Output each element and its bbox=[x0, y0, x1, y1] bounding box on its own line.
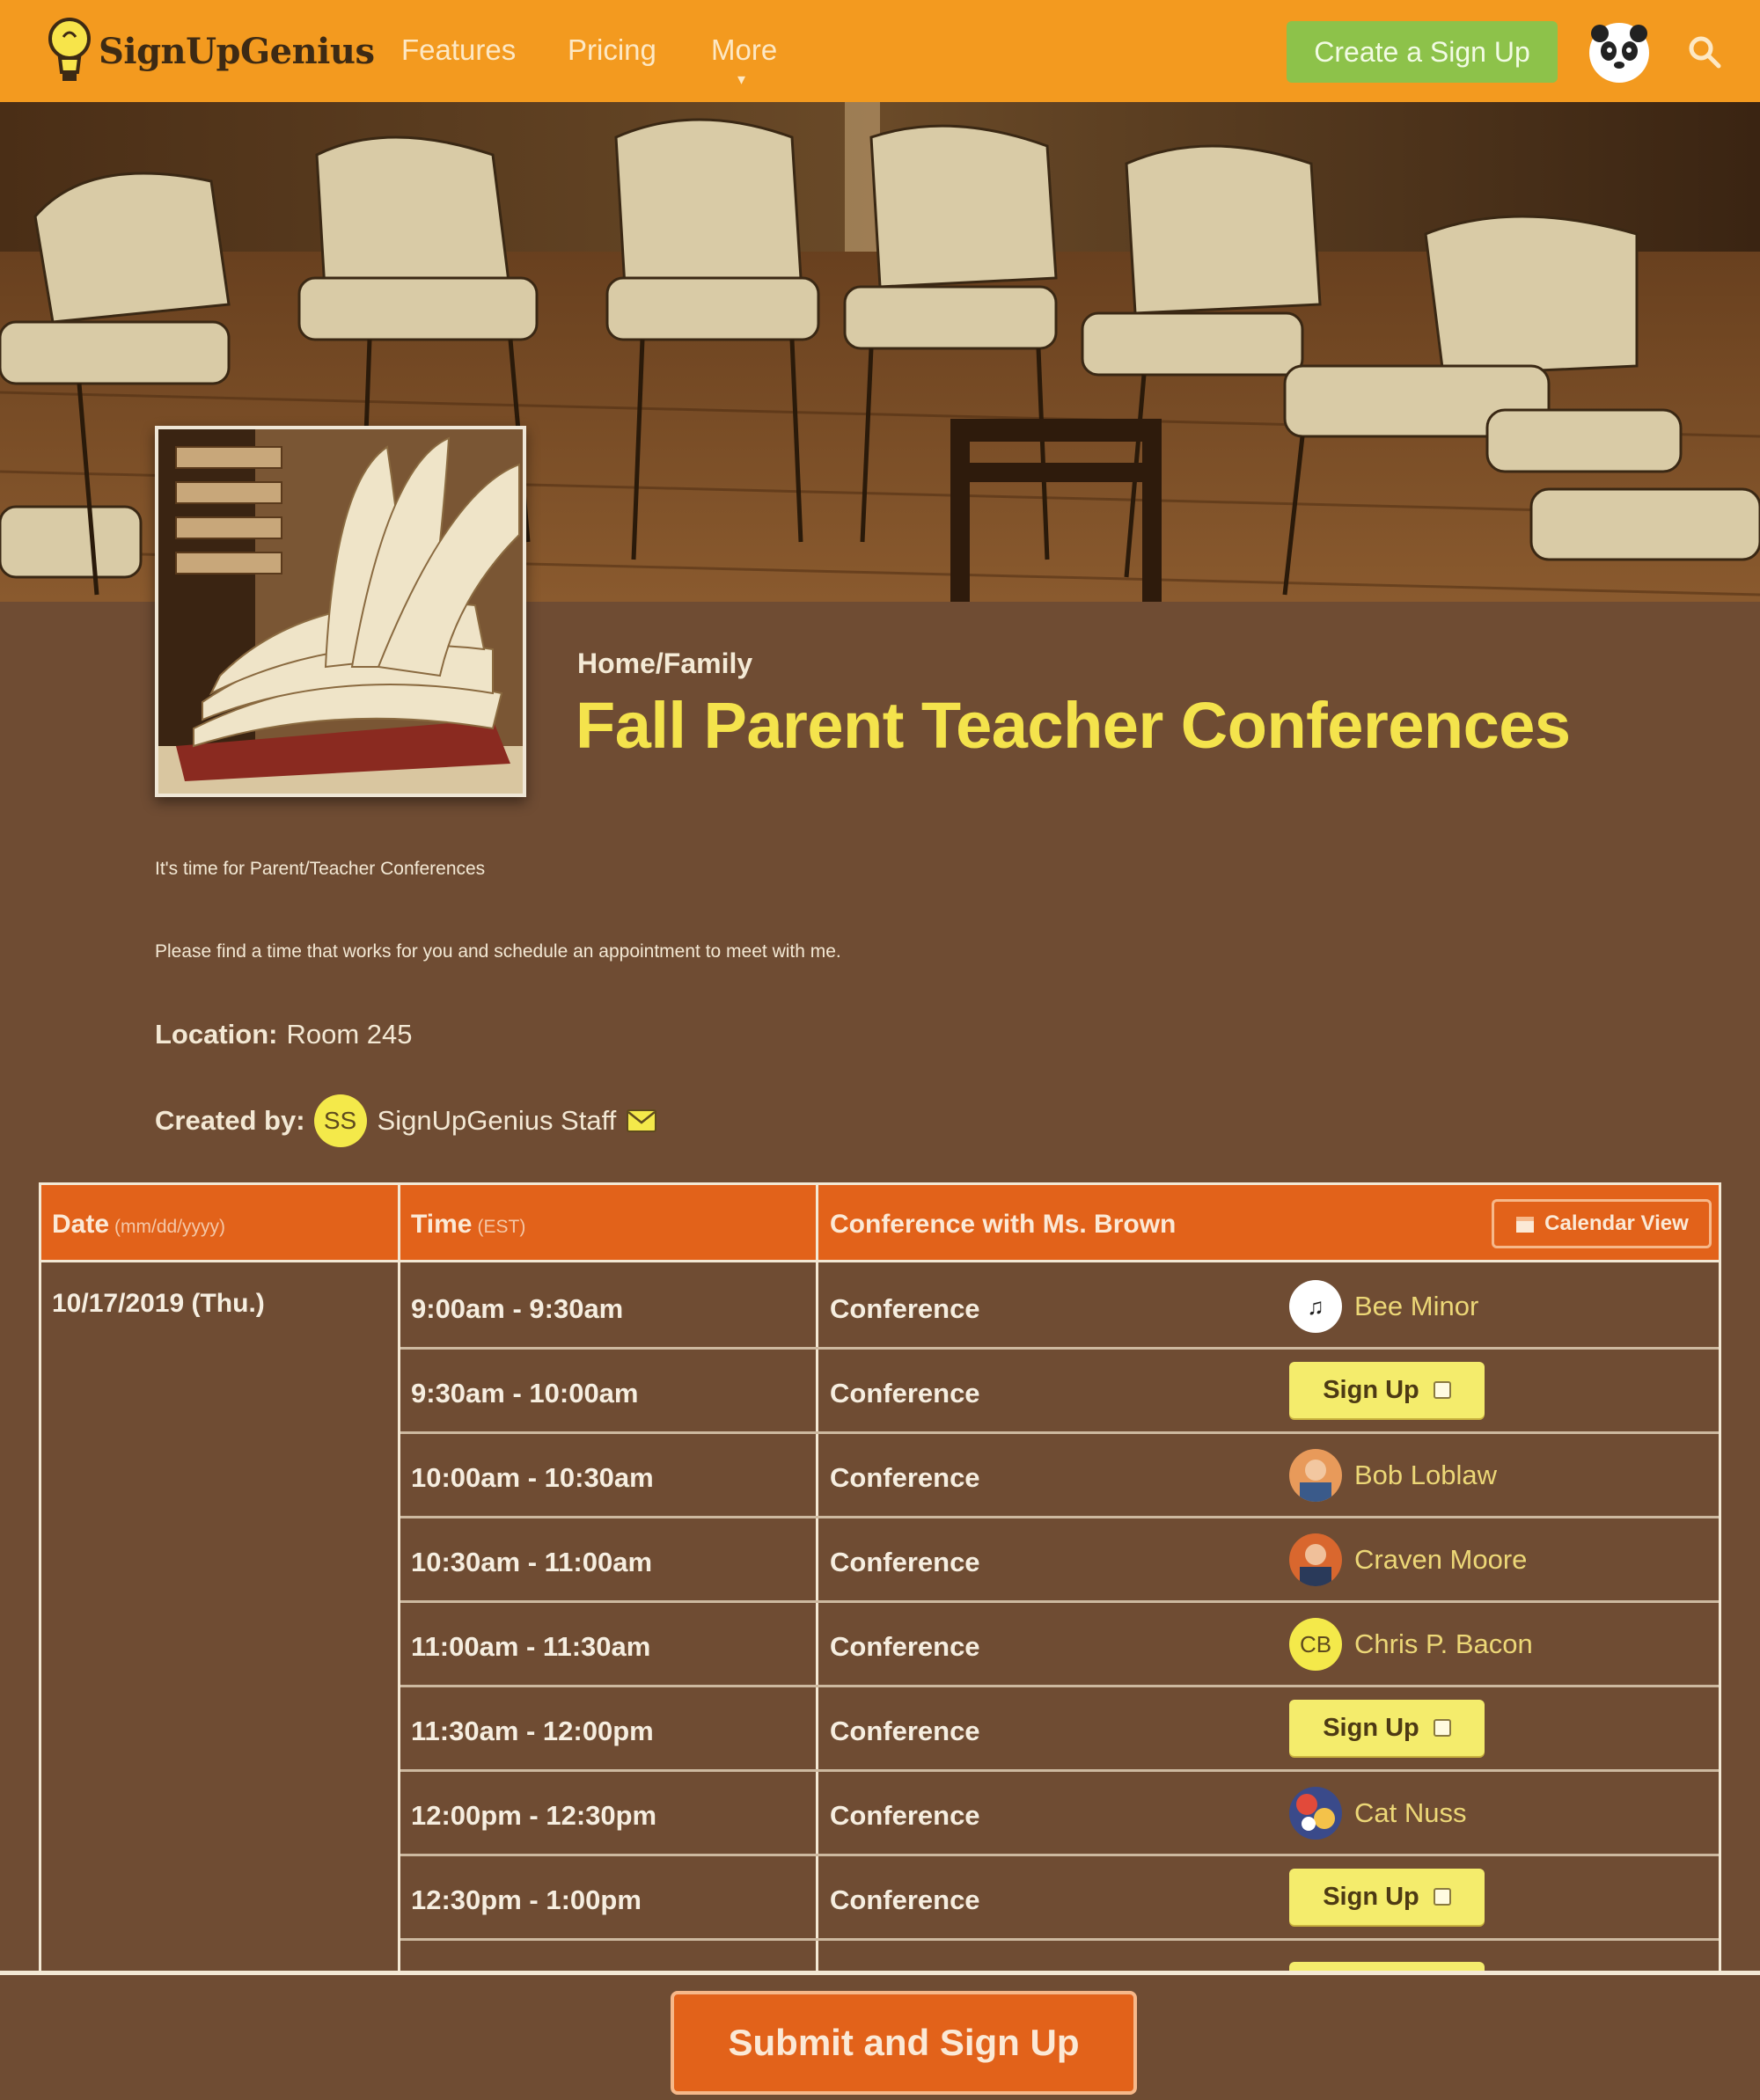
sticky-footer bbox=[0, 1971, 1760, 2100]
slot-time: 10:00am - 10:30am bbox=[411, 1462, 654, 1493]
header-time: Time (EST) bbox=[411, 1210, 526, 1239]
table-row bbox=[400, 1856, 1721, 1941]
table-row bbox=[400, 1350, 1721, 1434]
signup-thumbnail-book-image bbox=[155, 426, 526, 797]
signup-slots-table bbox=[39, 1182, 1721, 1974]
colorful-photo-avatar bbox=[1289, 1787, 1342, 1840]
table-header bbox=[41, 1185, 1719, 1262]
calendar-icon bbox=[1514, 1213, 1536, 1234]
breadcrumb[interactable]: Home/Family bbox=[577, 648, 753, 679]
nav-features[interactable]: Features bbox=[401, 33, 517, 66]
header-conference: Conference with Ms. Brown bbox=[830, 1210, 1177, 1239]
logo-text: SignUpGenius bbox=[99, 30, 375, 72]
participant bbox=[1289, 1786, 1466, 1840]
slot-time: 9:30am - 10:00am bbox=[411, 1378, 639, 1409]
chevron-down-icon: ▾ bbox=[737, 70, 746, 88]
participant bbox=[1289, 1448, 1497, 1503]
nav-more[interactable]: More bbox=[711, 33, 778, 66]
table-row bbox=[400, 1518, 1721, 1603]
participant bbox=[1289, 1533, 1527, 1587]
participant bbox=[1289, 1279, 1478, 1334]
music-note-icon: ♫ bbox=[1289, 1280, 1342, 1333]
checkbox[interactable] bbox=[1434, 1381, 1451, 1399]
slot-time: 9:00am - 9:30am bbox=[411, 1293, 624, 1324]
table-row bbox=[400, 1603, 1721, 1687]
slot-title: Conference bbox=[830, 1378, 980, 1409]
header-date: Date (mm/dd/yyyy) bbox=[52, 1210, 226, 1239]
participant-name: Chris P. Bacon bbox=[1354, 1628, 1533, 1659]
top-nav bbox=[0, 0, 1760, 102]
participant-name: Cat Nuss bbox=[1354, 1797, 1467, 1828]
slot-time: 11:30am - 12:00pm bbox=[411, 1716, 654, 1746]
table-row bbox=[400, 1687, 1721, 1772]
slot-title: Conference bbox=[830, 1716, 980, 1746]
page-title: Fall Parent Teacher Conferences bbox=[576, 689, 1571, 762]
initials-avatar: CB bbox=[1289, 1618, 1342, 1671]
slot-title: Conference bbox=[830, 1293, 980, 1324]
participant bbox=[1289, 1617, 1533, 1672]
location-label: Location: bbox=[155, 1019, 278, 1050]
creator-name: SignUpGenius Staff bbox=[377, 1105, 617, 1136]
slot-time: 10:30am - 11:00am bbox=[411, 1547, 653, 1577]
slot-time: 12:30pm - 1:00pm bbox=[411, 1884, 642, 1915]
search-icon[interactable] bbox=[1688, 35, 1721, 69]
table-row bbox=[400, 1265, 1721, 1350]
email-icon[interactable] bbox=[627, 1109, 656, 1132]
description-line-1: It's time for Parent/Teacher Conferences bbox=[155, 859, 486, 879]
table-row bbox=[400, 1941, 1721, 1974]
person-photo-avatar bbox=[1289, 1449, 1342, 1502]
submit-and-sign-up-button[interactable]: Submit and Sign Up bbox=[671, 1991, 1137, 2095]
table-row bbox=[400, 1772, 1721, 1856]
person-photo-avatar bbox=[1289, 1533, 1342, 1586]
creator-row bbox=[155, 1094, 656, 1147]
slot-title: Conference bbox=[830, 1800, 980, 1831]
create-signup-button[interactable]: Create a Sign Up bbox=[1287, 21, 1558, 83]
slot-time: 11:00am - 11:30am bbox=[411, 1631, 651, 1662]
calendar-view-button[interactable]: Calendar View bbox=[1492, 1199, 1712, 1248]
slot-time: 12:00pm - 12:30pm bbox=[411, 1800, 657, 1831]
location-row bbox=[155, 1019, 413, 1050]
slot-title: Conference bbox=[830, 1631, 980, 1662]
participant-name: Bee Minor bbox=[1354, 1291, 1479, 1321]
location-value: Room 245 bbox=[286, 1019, 413, 1050]
slot-title: Conference bbox=[830, 1547, 980, 1577]
participant-name: Craven Moore bbox=[1354, 1544, 1528, 1575]
checkbox[interactable] bbox=[1434, 1719, 1451, 1737]
nav-pricing[interactable]: Pricing bbox=[568, 33, 656, 66]
description-line-2: Please find a time that works for you and schedule an appointment to meet with me. bbox=[155, 941, 841, 962]
created-by-label: Created by: bbox=[155, 1105, 305, 1136]
table-row bbox=[400, 1434, 1721, 1518]
checkbox[interactable] bbox=[1434, 1888, 1451, 1906]
slot-title: Conference bbox=[830, 1884, 980, 1915]
date-cell: 10/17/2019 (Thu.) bbox=[52, 1289, 265, 1318]
panda-avatar-icon[interactable] bbox=[1588, 21, 1651, 84]
participant-name: Bob Loblaw bbox=[1354, 1460, 1498, 1490]
lightbulb-logo-icon bbox=[46, 14, 93, 88]
sign-up-button[interactable]: Sign Up bbox=[1289, 1362, 1485, 1418]
creator-avatar: SS bbox=[314, 1094, 367, 1147]
slot-title: Conference bbox=[830, 1462, 980, 1493]
site-logo[interactable] bbox=[46, 14, 374, 88]
sign-up-button[interactable]: Sign Up bbox=[1289, 1869, 1485, 1925]
sign-up-button[interactable]: Sign Up bbox=[1289, 1700, 1485, 1756]
